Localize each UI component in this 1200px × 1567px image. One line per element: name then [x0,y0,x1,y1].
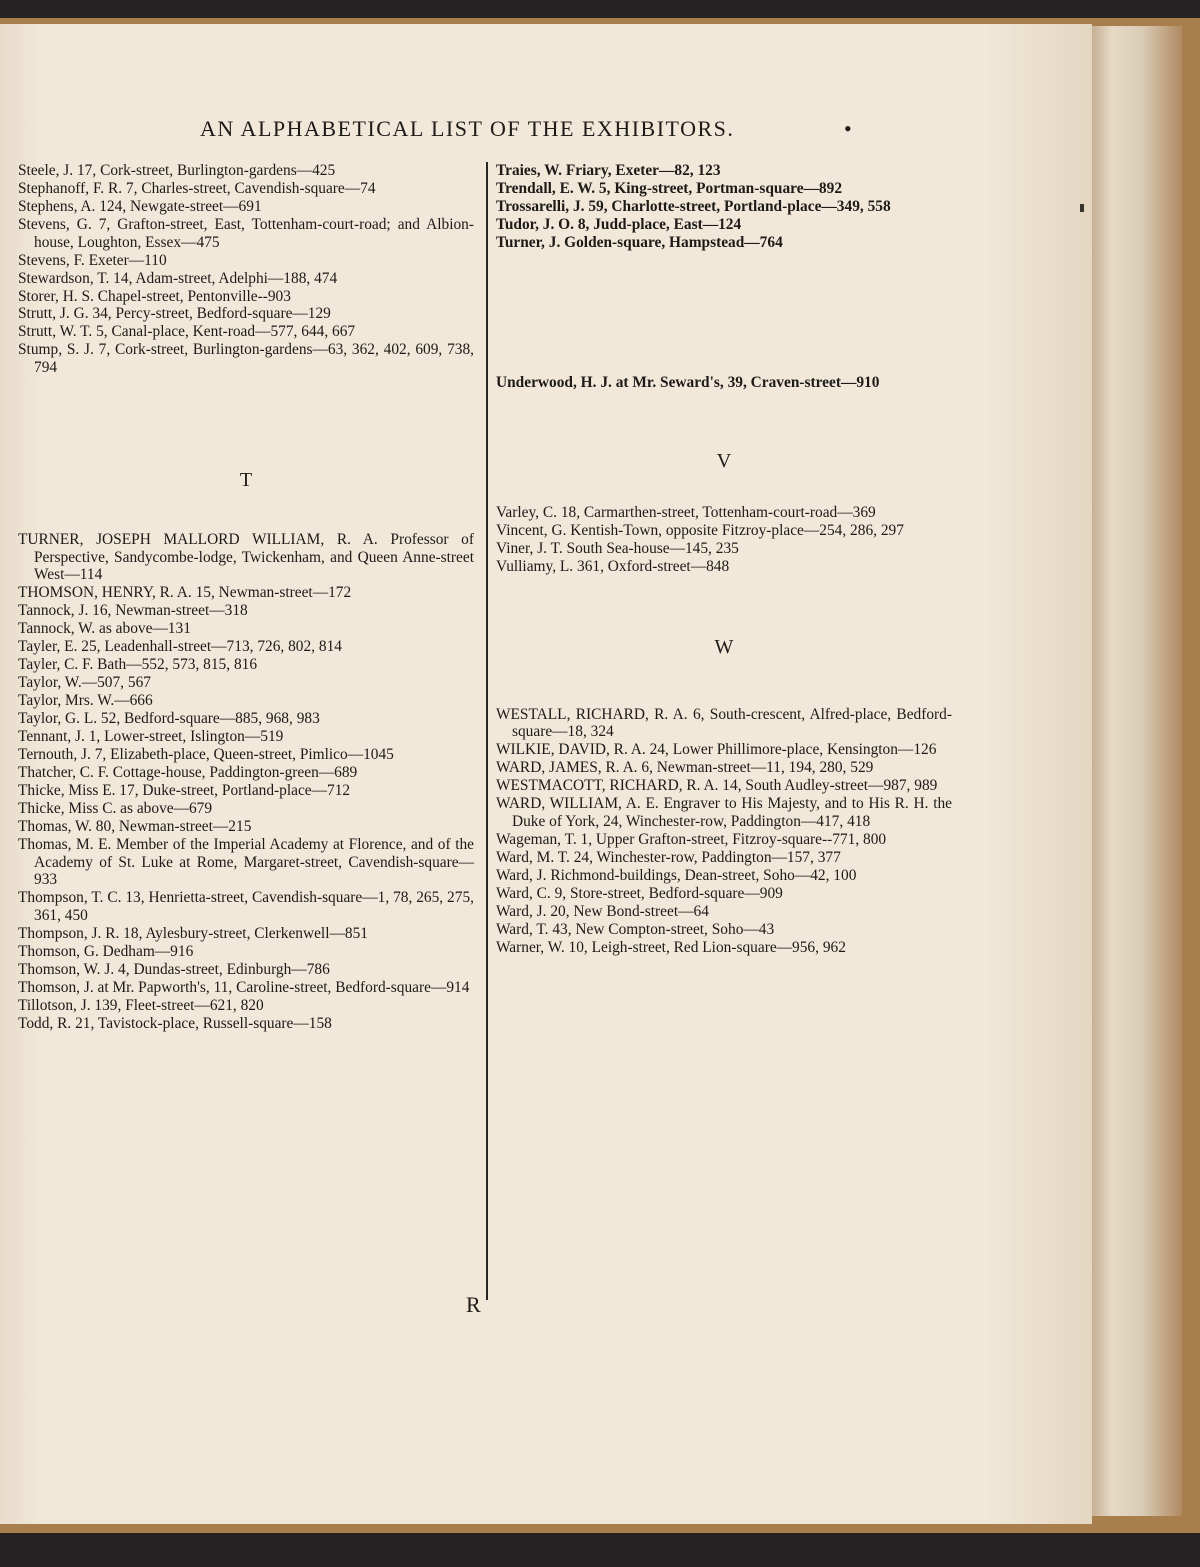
exhibitor-entry: Strutt, J. G. 34, Percy-street, Bedford-square—129 [18,305,331,323]
exhibitor-entry: Taylor, G. L. 52, Bedford-square—885, 968, 983 [18,710,320,728]
exhibitor-entry: Steele, J. 17, Cork-street, Burlington-gardens—425 [18,162,336,179]
exhibitor-entry: Stephanoff, F. R. 7, Charles-street, Cavendish-square—74 [18,179,376,197]
exhibitor-entry: Tayler, C. F. Bath—552, 573, 815, 816 [18,656,258,674]
exhibitor-entry: Vulliamy, L. 361, Oxford-street—848 [496,557,730,575]
exhibitor-entry: Thomson, W. J. 4, Dundas-street, Edinburgh—786 [18,960,330,978]
page-edges [1082,26,1182,1516]
exhibitor-entry: Wageman, T. 1, Upper Grafton-street, Fitzroy-square--771, 800 [496,830,887,848]
exhibitor-entry: Stevens, F. Exeter—110 [18,251,167,269]
exhibitor-entry: Varley, C. 18, Carmarthen-street, Tottenham-court-road—369 [496,503,876,521]
exhibitor-entry: WARD, WILLIAM, A. E. Engraver to His Majesty, and to His R. H. the Duke of York, 24, Winchester-row, Paddington—417, 418 [496,795,952,830]
exhibitor-entry: Taylor, W.—507, 567 [18,674,151,692]
s-entries [18,162,474,377]
exhibitor-entry: Thicke, Miss C. as above—679 [18,800,213,818]
exhibitor-entry: Warner, W. 10, Leigh-street, Red Lion-square—956, 962 [496,938,846,956]
right-column [496,162,952,957]
exhibitor-entry: Ward, C. 9, Store-street, Bedford-square—909 [496,884,783,902]
exhibitor-entry: THOMSON, HENRY, R. A. 15, Newman-street—172 [18,584,352,602]
section-heading-w: W [714,635,734,658]
exhibitor-entry: Trendall, E. W. 5, King-street, Portman-square—892 [496,179,843,197]
section-heading-t: T [239,469,253,492]
head-mark: • [844,116,852,141]
exhibitor-entry: Tudor, J. O. 8, Judd-place, East—124 [496,215,742,233]
running-head: AN ALPHABETICAL LIST OF THE EXHIBITORS. [200,116,735,141]
exhibitor-entry: Thomson, G. Dedham—916 [18,942,194,960]
exhibitor-entry: Thompson, T. C. 13, Henrietta-street, Cavendish-square—1, 78, 265, 275, 361, 450 [18,889,474,924]
exhibitor-entry: WESTALL, RICHARD, R. A. 6, South-crescent, Alfred-place, Bedford-square—18, 324 [496,705,952,741]
t-entries-continued [496,162,952,252]
exhibitor-entry: Trossarelli, J. 59, Charlotte-street, Portland-place—349, 558 [496,197,891,215]
exhibitor-entry: Todd, R. 21, Tavistock-place, Russell-square—158 [18,1014,332,1032]
exhibitor-entry: Tayler, E. 25, Leadenhall-street—713, 726, 802, 814 [18,638,342,656]
exhibitor-entry: Traies, W. Friary, Exeter—82, 123 [496,162,721,179]
exhibitor-entry: Strutt, W. T. 5, Canal-place, Kent-road—577, 644, 667 [18,323,356,341]
exhibitor-entry: Tennant, J. 1, Lower-street, Islington—519 [18,728,284,746]
exhibitor-entry: Ward, J. Richmond-buildings, Dean-street, Soho—42, 100 [496,866,857,884]
exhibitor-entry: Ward, T. 43, New Compton-street, Soho—43 [496,920,775,938]
u-entries [496,374,952,392]
ink-spot [1080,204,1084,212]
t-entries [18,531,474,1032]
exhibitor-entry: Ward, M. T. 24, Winchester-row, Paddington—157, 377 [496,848,841,866]
exhibitor-entry: Thatcher, C. F. Cottage-house, Paddington-green—689 [18,764,358,782]
exhibitor-entry: Thompson, J. R. 18, Aylesbury-street, Clerkenwell—851 [18,924,368,942]
exhibitor-entry: Thicke, Miss E. 17, Duke-street, Portland-place—712 [18,782,351,800]
exhibitor-entry: Stevens, G. 7, Grafton-street, East, Tottenham-court-road; and Albion-house, Loughton, Essex—475 [18,215,474,251]
column-rule [486,162,488,1300]
exhibitor-entry: Ternouth, J. 7, Elizabeth-place, Queen-street, Pimlico—1045 [18,746,394,764]
exhibitor-entry: Underwood, H. J. at Mr. Seward's, 39, Craven-street—910 [496,373,880,391]
exhibitor-entry: Thomson, J. at Mr. Papworth's, 11, Caroline-street, Bedford-square—914 [18,978,470,996]
left-column [18,162,474,1033]
exhibitor-entry: Turner, J. Golden-square, Hampstead—764 [496,233,783,251]
exhibitor-entry: WILKIE, DAVID, R. A. 24, Lower Phillimore-place, Kensington—126 [496,741,937,759]
exhibitor-entry: Thomas, W. 80, Newman-street—215 [18,818,252,835]
exhibitor-entry: Tillotson, J. 139, Fleet-street—621, 820 [18,996,264,1014]
exhibitor-entry: Taylor, Mrs. W.—666 [18,692,153,710]
exhibitor-entry: Vincent, G. Kentish-Town, opposite Fitzroy-place—254, 286, 297 [496,521,904,539]
w-entries [496,706,952,957]
exhibitor-entry: Tannock, J. 16, Newman-street—318 [18,602,248,620]
exhibitor-entry: WARD, JAMES, R. A. 6, Newman-street—11, 194, 280, 529 [496,759,874,777]
exhibitor-entry: Thomas, M. E. Member of the Imperial Academy at Florence, and of the Academy of St. Luke at Rome, Margaret-street, Cavendish-square—933 [18,835,474,889]
v-entries [496,504,952,576]
catchword: R [466,1292,481,1317]
exhibitor-entry: Storer, H. S. Chapel-street, Pentonville--903 [18,287,291,305]
exhibitor-entry: Stump, S. J. 7, Cork-street, Burlington-gardens—63, 362, 402, 609, 738, 794 [18,341,474,377]
exhibitor-entry: Ward, J. 20, New Bond-street—64 [496,902,709,920]
exhibitor-entry: Viner, J. T. South Sea-house—145, 235 [496,539,739,557]
exhibitor-entry: WESTMACOTT, RICHARD, R. A. 14, South Audley-street—987, 989 [496,777,938,795]
exhibitor-entry: Tannock, W. as above—131 [18,620,191,638]
exhibitor-entry: Stewardson, T. 14, Adam-street, Adelphi—188, 474 [18,269,338,287]
exhibitor-entry: Stephens, A. 124, Newgate-street—691 [18,197,262,215]
section-heading-v: V [716,449,732,472]
exhibitor-entry: TURNER, JOSEPH MALLORD WILLIAM, R. A. Professor of Perspective, Sandycombe-lodge, Twickenham, and Queen Anne-street West—114 [18,531,474,584]
